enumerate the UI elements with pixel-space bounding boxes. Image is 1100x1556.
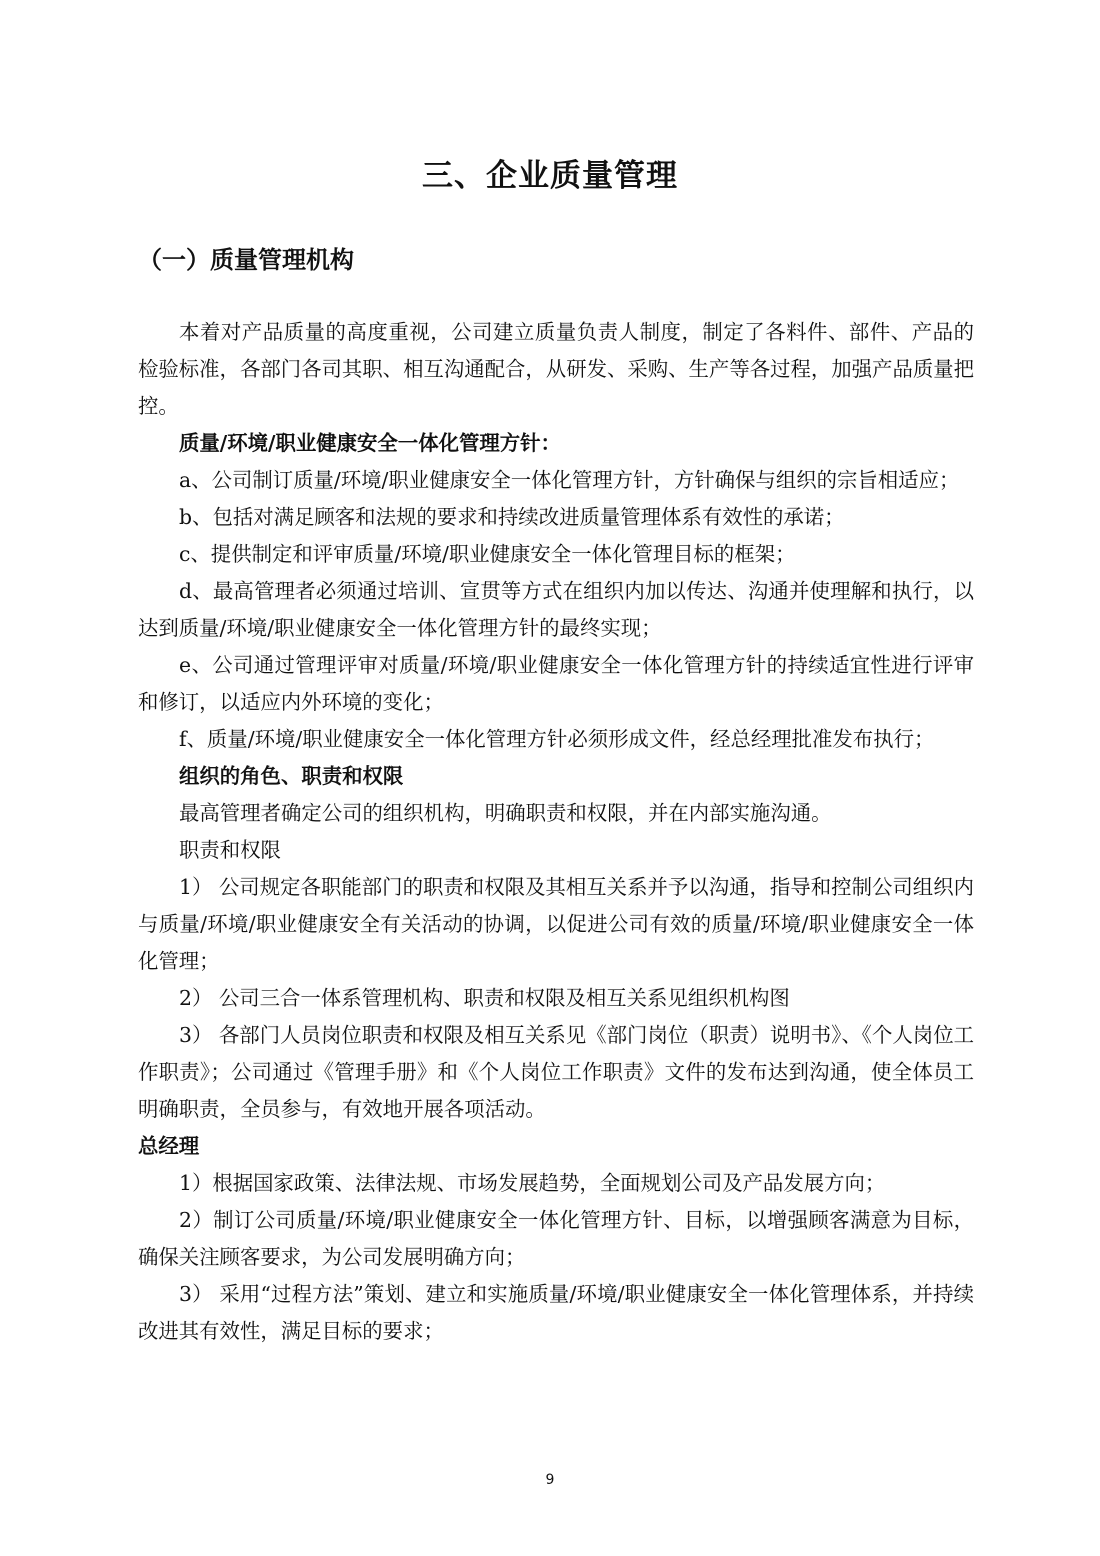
gm-heading: 总经理 xyxy=(138,1134,200,1158)
page-title: 三、企业质量管理 xyxy=(422,158,678,194)
roles-paragraph: 最高管理者确定公司的组织机构，明确职责和权限，并在内部实施沟通。 xyxy=(179,801,832,825)
policy-item-e: e、公司通过管理评审对质量/环境/职业健康安全一体化管理方针的持续适宜性进行评审和修订，以适应内外环境的变化； xyxy=(138,653,974,714)
gm-item-1: 1）根据国家政策、法律法规、市场发展趋势，全面规划公司及产品发展方向； xyxy=(179,1171,886,1195)
policy-item-d: d、最高管理者必须通过培训、宣贯等方式在组织内加以传达、沟通并使理解和执行，以达到质量/环境/职业健康安全一体化管理方针的最终实现； xyxy=(138,579,974,640)
duties-item-2: 2） 公司三合一体系管理机构、职责和权限及相互关系见组织机构图 xyxy=(179,986,790,1010)
body-text xyxy=(138,314,974,1350)
page-number: 9 xyxy=(545,1472,555,1488)
section-heading: （一）质量管理机构 xyxy=(138,246,354,274)
roles-heading: 组织的角色、职责和权限 xyxy=(179,764,404,788)
policy-item-c: c、提供制定和评审质量/环境/职业健康安全一体化管理目标的框架； xyxy=(179,542,796,566)
duties-item-1: 1） 公司规定各职能部门的职责和权限及其相互关系并予以沟通，指导和控制公司组织内与质量/环境/职业健康安全有关活动的协调，以促进公司有效的质量/环境/职业健康安全一体化管理； xyxy=(138,875,974,973)
duties-item-3: 3） 各部门人员岗位职责和权限及相互关系见《部门岗位（职责）说明书》、《个人岗位工作职责》；公司通过《管理手册》和《个人岗位工作职责》文件的发布达到沟通，使全体员工明确职责，全员参与，有效地开展各项活动。 xyxy=(138,1023,974,1121)
policy-item-f: f、质量/环境/职业健康安全一体化管理方针必须形成文件，经总经理批准发布执行； xyxy=(179,727,935,751)
gm-item-2: 2）制订公司质量/环境/职业健康安全一体化管理方针、目标，以增强顾客满意为目标，确保关注顾客要求，为公司发展明确方向； xyxy=(138,1208,974,1269)
policy-heading: 质量/环境/职业健康安全一体化管理方针： xyxy=(179,431,561,455)
policy-item-b: b、包括对满足顾客和法规的要求和持续改进质量管理体系有效性的承诺； xyxy=(179,505,845,529)
policy-item-a: a、公司制订质量/环境/职业健康安全一体化管理方针，方针确保与组织的宗旨相适应； xyxy=(179,468,960,492)
intro-paragraph: 本着对产品质量的高度重视，公司建立质量负责人制度，制定了各料件、部件、产品的检验标准，各部门各司其职、相互沟通配合，从研发、采购、生产等各过程，加强产品质量把控。 xyxy=(138,320,975,418)
gm-item-3: 3） 采用“过程方法”策划、建立和实施质量/环境/职业健康安全一体化管理体系，并持续改进其有效性，满足目标的要求； xyxy=(138,1282,974,1343)
duties-subheading: 职责和权限 xyxy=(179,838,281,862)
